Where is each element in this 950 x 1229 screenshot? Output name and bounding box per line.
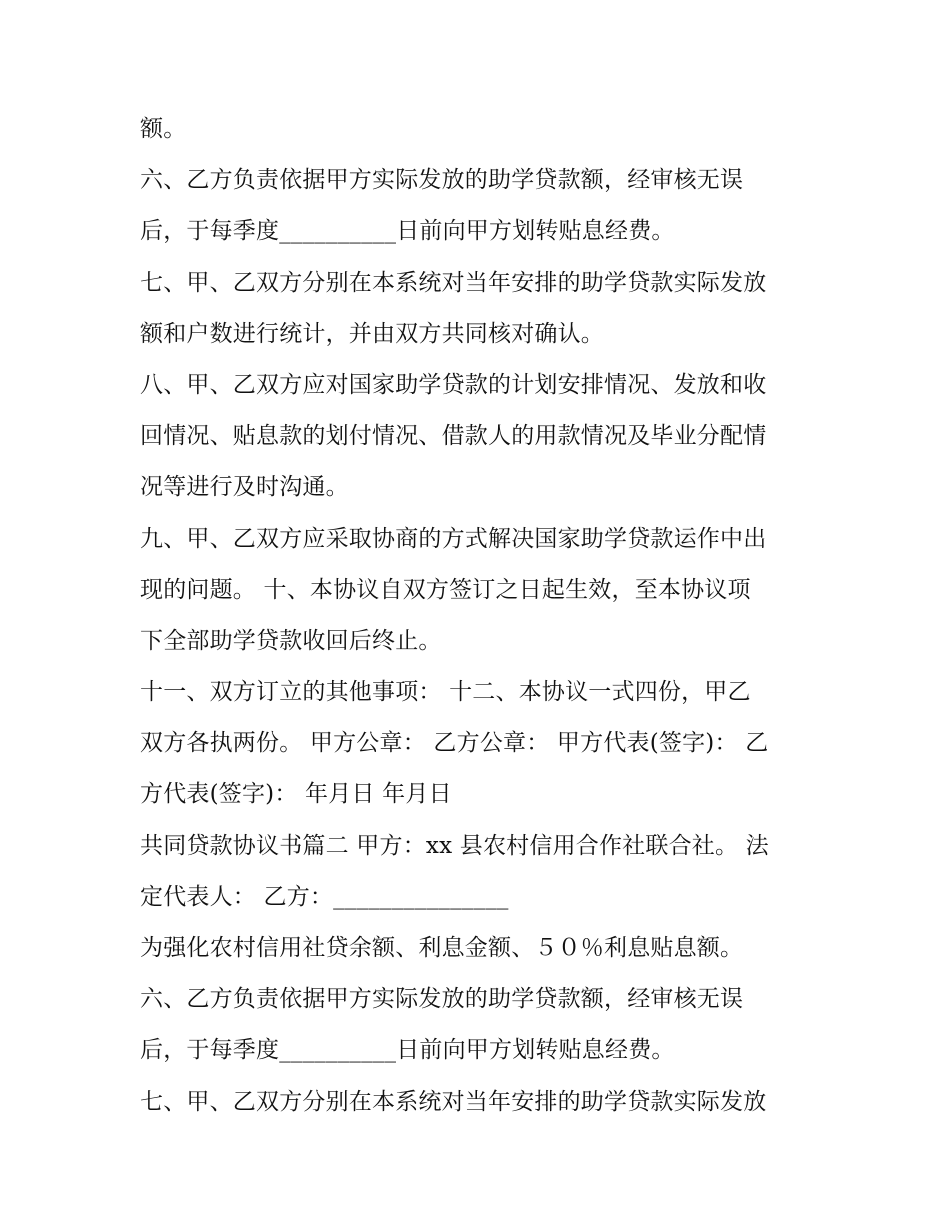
text-line: 六、乙方负责依据甲方实际发放的助学贷款额，经审核无误 — [140, 167, 744, 194]
text-line: 七、甲、乙双方分别在本系统对当年安排的助学贷款实际发放 — [140, 1088, 767, 1115]
text-line: 定代表人： 乙方：_______________ — [140, 883, 509, 910]
text-line: 六、乙方负责依据甲方实际发放的助学贷款额，经审核无误 — [140, 986, 744, 1013]
text-line: 为强化农村信用社贷余额、利息金额、５０％利息贴息额。 — [140, 935, 744, 961]
text-line: 况等进行及时沟通。 — [140, 474, 349, 501]
document-body — [140, 104, 820, 1128]
text-line: 七、甲、乙双方分别在本系统对当年安排的助学贷款实际发放 — [140, 269, 767, 296]
text-line: 回情况、贴息款的划付情况、借款人的用款情况及毕业分配情 — [140, 423, 767, 450]
text-line: 后，于每季度__________日前向甲方划转贴息经费。 — [140, 1037, 675, 1064]
text-line: 额和户数进行统计，并由双方共同核对确认。 — [140, 320, 604, 347]
text-line: 共同贷款协议书篇二 甲方：xx 县农村信用合作社联合社。 法 — [140, 832, 769, 859]
text-line: 双方各执两份。 甲方公章： 乙方公章： 甲方代表(签字)： 乙 — [140, 730, 769, 757]
text-line: 下全部助学贷款收回后终止。 — [140, 627, 442, 654]
text-line: 十一、双方订立的其他事项： 十二、本协议一式四份，甲乙 — [140, 679, 751, 706]
text-line: 方代表(签字)： 年月日 年月日 — [140, 781, 452, 808]
text-line: 后，于每季度__________日前向甲方划转贴息经费。 — [140, 218, 675, 245]
text-line: 九、甲、乙双方应采取协商的方式解决国家助学贷款运作中出 — [140, 525, 767, 552]
text-line: 额。 — [140, 116, 187, 142]
text-line: 八、甲、乙双方应对国家助学贷款的计划安排情况、发放和收 — [140, 371, 767, 398]
text-line: 现的问题。 十、本协议自双方签订之日起生效，至本协议项 — [140, 576, 751, 603]
